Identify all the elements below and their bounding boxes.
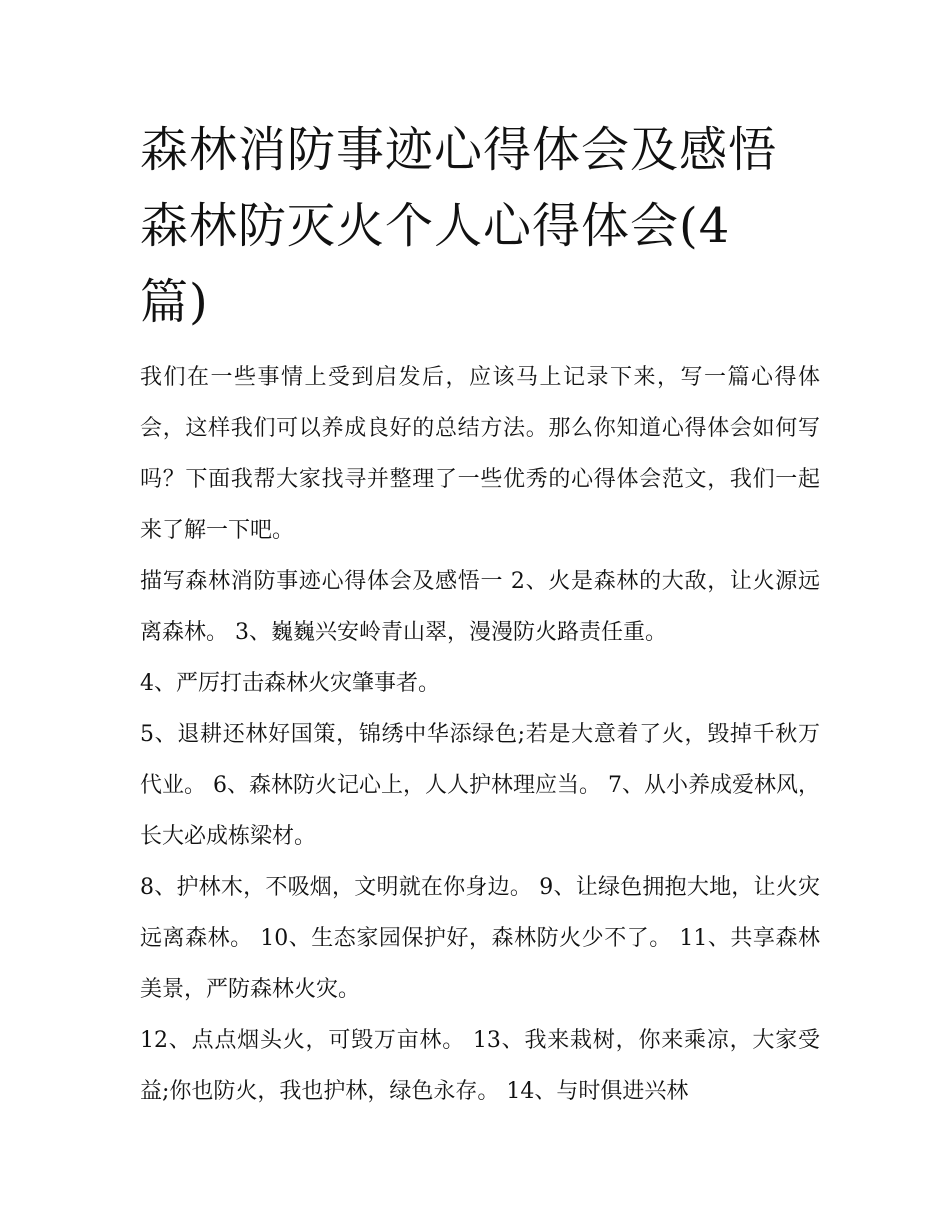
paragraph: 8、护林木，不吸烟，文明就在你身边。 9、让绿色拥抱大地，让火灾远离森林。 10、生态家园保护好，森林防火少不了。 11、共享森林美景，严防森林火灾。 [140,875,820,1002]
paragraph-intro: 我们在一些事情上受到启发后，应该马上记录下来，写一篇心得体会，这样我们可以养成良好的总结方法。那么你知道心得体会如何写吗？下面我帮大家找寻并整理了一些优秀的心得体会范文，我们一起来了解一下吧。 [140,365,820,543]
paragraph: 5、退耕还林好国策，锦绣中华添绿色;若是大意着了火，毁掉千秋万代业。 6、森林防火记心上，人人护林理应当。 7、从小养成爱林风，长大必成栋梁材。 [140,722,820,849]
document-page [140,112,820,1117]
paragraph: 4、严厉打击森林火灾肇事者。 [140,671,440,696]
title-line: 森林防灭火个人心得体会(4 [140,198,731,254]
document-title [140,112,820,340]
title-line: 篇) [140,274,209,330]
paragraph: 12、点点烟头火，可毁万亩林。 13、我来栽树，你来乘凉，大家受益;你也防火，我也护林，绿色永存。 14、与时俱进兴林 [140,1028,820,1104]
document-body [140,352,820,1117]
title-line: 森林消防事迹心得体会及感悟 [140,122,778,178]
paragraph: 描写森林消防事迹心得体会及感悟一 2、火是森林的大敌，让火源远离森林。 3、巍巍兴安岭青山翠，漫漫防火路责任重。 [140,569,820,645]
